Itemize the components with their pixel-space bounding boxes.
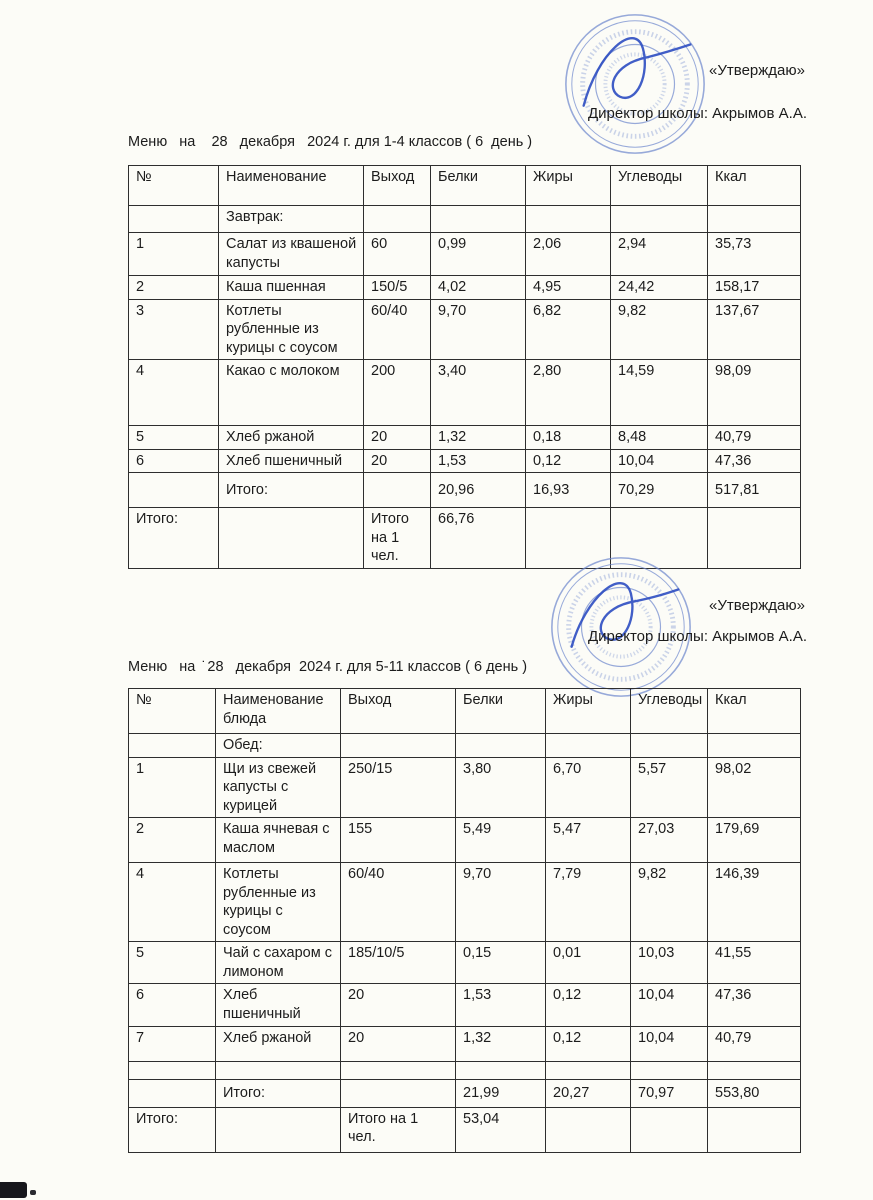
cell-protein: 3,80 [456, 757, 546, 818]
table-row [129, 233, 801, 276]
cell-kcal: 40,79 [708, 1026, 801, 1061]
cell-carbs: 9,82 [611, 299, 708, 360]
table-row [129, 863, 801, 942]
per-person-row [129, 1107, 801, 1152]
cell-protein: 9,70 [456, 863, 546, 942]
cell-num: 3 [129, 299, 219, 360]
menu2-table [128, 688, 801, 1153]
cell-out: 20 [364, 426, 431, 450]
cell-fat: 0,12 [546, 984, 631, 1026]
cell-kcal: 179,69 [708, 818, 801, 863]
cell-out: 250/15 [341, 757, 456, 818]
per-person-value: 53,04 [456, 1107, 546, 1152]
cell-name: Чай с сахаром с лимоном [216, 942, 341, 984]
cell-protein: 1,53 [456, 984, 546, 1026]
table-row [129, 818, 801, 863]
table-row [129, 984, 801, 1026]
table-row [129, 426, 801, 450]
approval-label: «Утверждаю» [709, 597, 805, 614]
cell-kcal: 47,36 [708, 449, 801, 473]
table-row [129, 449, 801, 473]
cell-carbs: 9,82 [631, 863, 708, 942]
cell-fat: 6,70 [546, 757, 631, 818]
cell-out: 150/5 [364, 276, 431, 300]
section-label: Завтрак: [219, 206, 364, 233]
cell-name: Хлеб ржаной [216, 1026, 341, 1061]
col-header-name: Наименование блюда [216, 689, 341, 734]
col-header-carbs: Углеводы [631, 689, 708, 734]
totals-row [129, 473, 801, 508]
col-header-fat: Жиры [526, 166, 611, 206]
cell-fat: 5,47 [546, 818, 631, 863]
totals-protein: 21,99 [456, 1079, 546, 1107]
totals-label: Итого: [216, 1079, 341, 1107]
cell-num: 2 [129, 276, 219, 300]
cell-out: 20 [341, 984, 456, 1026]
cell-kcal: 41,55 [708, 942, 801, 984]
director-line: Директор школы: Акрымов А.А. [588, 105, 807, 122]
cell-protein: 0,99 [431, 233, 526, 276]
cell-carbs: 10,03 [631, 942, 708, 984]
cell-kcal: 146,39 [708, 863, 801, 942]
cell-fat: 6,82 [526, 299, 611, 360]
totals-fat: 16,93 [526, 473, 611, 508]
col-header-kcal: Ккал [708, 166, 801, 206]
menu2-title: Меню на ̇ 28 декабря 2024 г. для 5-11 классов ( 6 день ) [128, 659, 528, 675]
cell-num: 1 [129, 233, 219, 276]
section-row [129, 734, 801, 758]
col-header-protein: Белки [431, 166, 526, 206]
col-header-num: № [129, 166, 219, 206]
totals-carbs: 70,29 [611, 473, 708, 508]
cell-carbs: 5,57 [631, 757, 708, 818]
cell-carbs: 10,04 [631, 1026, 708, 1061]
cell-name: Хлеб пшеничный [216, 984, 341, 1026]
cell-protein: 1,53 [431, 449, 526, 473]
cell-out: 185/10/5 [341, 942, 456, 984]
cell-kcal: 47,36 [708, 984, 801, 1026]
cell-num: 1 [129, 757, 216, 818]
per-person-value: 66,76 [431, 508, 526, 569]
cell-carbs: 27,03 [631, 818, 708, 863]
totals-kcal: 517,81 [708, 473, 801, 508]
director-line: Директор школы: Акрымов А.А. [588, 628, 807, 645]
table-header-row [129, 166, 801, 206]
cell-kcal: 98,02 [708, 757, 801, 818]
cell-kcal: 137,67 [708, 299, 801, 360]
cell-kcal: 35,73 [708, 233, 801, 276]
scan-artifact-mark [0, 1182, 27, 1198]
cell-protein: 1,32 [431, 426, 526, 450]
cell-carbs: 8,48 [611, 426, 708, 450]
cell-num: 5 [129, 426, 219, 450]
school-stamp-seal [542, 548, 700, 706]
cell-out: 60/40 [341, 863, 456, 942]
cell-name: Котлеты рубленные из курицы с соусом [219, 299, 364, 360]
cell-fat: 2,06 [526, 233, 611, 276]
cell-num: 4 [129, 360, 219, 426]
cell-name: Хлеб пшеничный [219, 449, 364, 473]
cell-protein: 4,02 [431, 276, 526, 300]
totals-fat: 20,27 [546, 1079, 631, 1107]
table-row [129, 1026, 801, 1061]
cell-kcal: 158,17 [708, 276, 801, 300]
cell-name: Хлеб ржаной [219, 426, 364, 450]
cell-fat: 4,95 [526, 276, 611, 300]
per-person-label: Итого: [129, 1107, 216, 1152]
cell-num: 7 [129, 1026, 216, 1061]
per-person-row [129, 508, 801, 569]
cell-carbs: 10,04 [631, 984, 708, 1026]
cell-num: 6 [129, 449, 219, 473]
cell-fat: 7,79 [546, 863, 631, 942]
empty-row [129, 1061, 801, 1079]
cell-protein: 1,32 [456, 1026, 546, 1061]
scan-artifact-dot [30, 1190, 36, 1195]
cell-name: Котлеты рубленные из курицы с соусом [216, 863, 341, 942]
totals-label: Итого: [219, 473, 364, 508]
cell-carbs: 14,59 [611, 360, 708, 426]
school-stamp-seal [556, 5, 714, 163]
table-row [129, 757, 801, 818]
table-header-row [129, 689, 801, 734]
cell-carbs: 2,94 [611, 233, 708, 276]
per-person-cell: Итого на 1 чел. [341, 1107, 456, 1152]
cell-fat: 0,12 [526, 449, 611, 473]
cell-carbs: 10,04 [611, 449, 708, 473]
empty-cell [129, 206, 219, 233]
cell-out: 60/40 [364, 299, 431, 360]
cell-fat: 0,01 [546, 942, 631, 984]
totals-protein: 20,96 [431, 473, 526, 508]
table-row [129, 299, 801, 360]
table-row [129, 276, 801, 300]
cell-protein: 0,15 [456, 942, 546, 984]
cell-name: Каша ячневая с маслом [216, 818, 341, 863]
per-person-cell: Итого на 1 чел. [364, 508, 431, 569]
section-label: Обед: [216, 734, 341, 758]
col-header-fat: Жиры [546, 689, 631, 734]
cell-out: 60 [364, 233, 431, 276]
cell-name: Каша пшенная [219, 276, 364, 300]
totals-row [129, 1079, 801, 1107]
col-header-carbs: Углеводы [611, 166, 708, 206]
col-header-protein: Белки [456, 689, 546, 734]
cell-num: 4 [129, 863, 216, 942]
totals-carbs: 70,97 [631, 1079, 708, 1107]
cell-out: 155 [341, 818, 456, 863]
cell-protein: 5,49 [456, 818, 546, 863]
cell-kcal: 40,79 [708, 426, 801, 450]
cell-name: Салат из квашеной капусты [219, 233, 364, 276]
menu1-table [128, 165, 801, 569]
cell-num: 6 [129, 984, 216, 1026]
table-row [129, 942, 801, 984]
col-header-out: Выход [364, 166, 431, 206]
col-header-kcal: Ккал [708, 689, 801, 734]
cell-name: Какао с молоком [219, 360, 364, 426]
totals-kcal: 553,80 [708, 1079, 801, 1107]
cell-num: 5 [129, 942, 216, 984]
cell-carbs: 24,42 [611, 276, 708, 300]
col-header-num: № [129, 689, 216, 734]
cell-out: 20 [341, 1026, 456, 1061]
col-header-name: Наименование [219, 166, 364, 206]
cell-protein: 9,70 [431, 299, 526, 360]
cell-name: Щи из свежей капусты с курицей [216, 757, 341, 818]
menu1-title: Меню на 28 декабря 2024 г. для 1-4 классов ( 6 день ) [128, 134, 533, 150]
approval-label: «Утверждаю» [709, 62, 805, 79]
cell-fat: 2,80 [526, 360, 611, 426]
col-header-out: Выход [341, 689, 456, 734]
cell-kcal: 98,09 [708, 360, 801, 426]
per-person-label: Итого: [129, 508, 219, 569]
cell-num: 2 [129, 818, 216, 863]
cell-out: 200 [364, 360, 431, 426]
cell-out: 20 [364, 449, 431, 473]
cell-protein: 3,40 [431, 360, 526, 426]
cell-fat: 0,18 [526, 426, 611, 450]
section-row [129, 206, 801, 233]
cell-fat: 0,12 [546, 1026, 631, 1061]
table-row [129, 360, 801, 426]
